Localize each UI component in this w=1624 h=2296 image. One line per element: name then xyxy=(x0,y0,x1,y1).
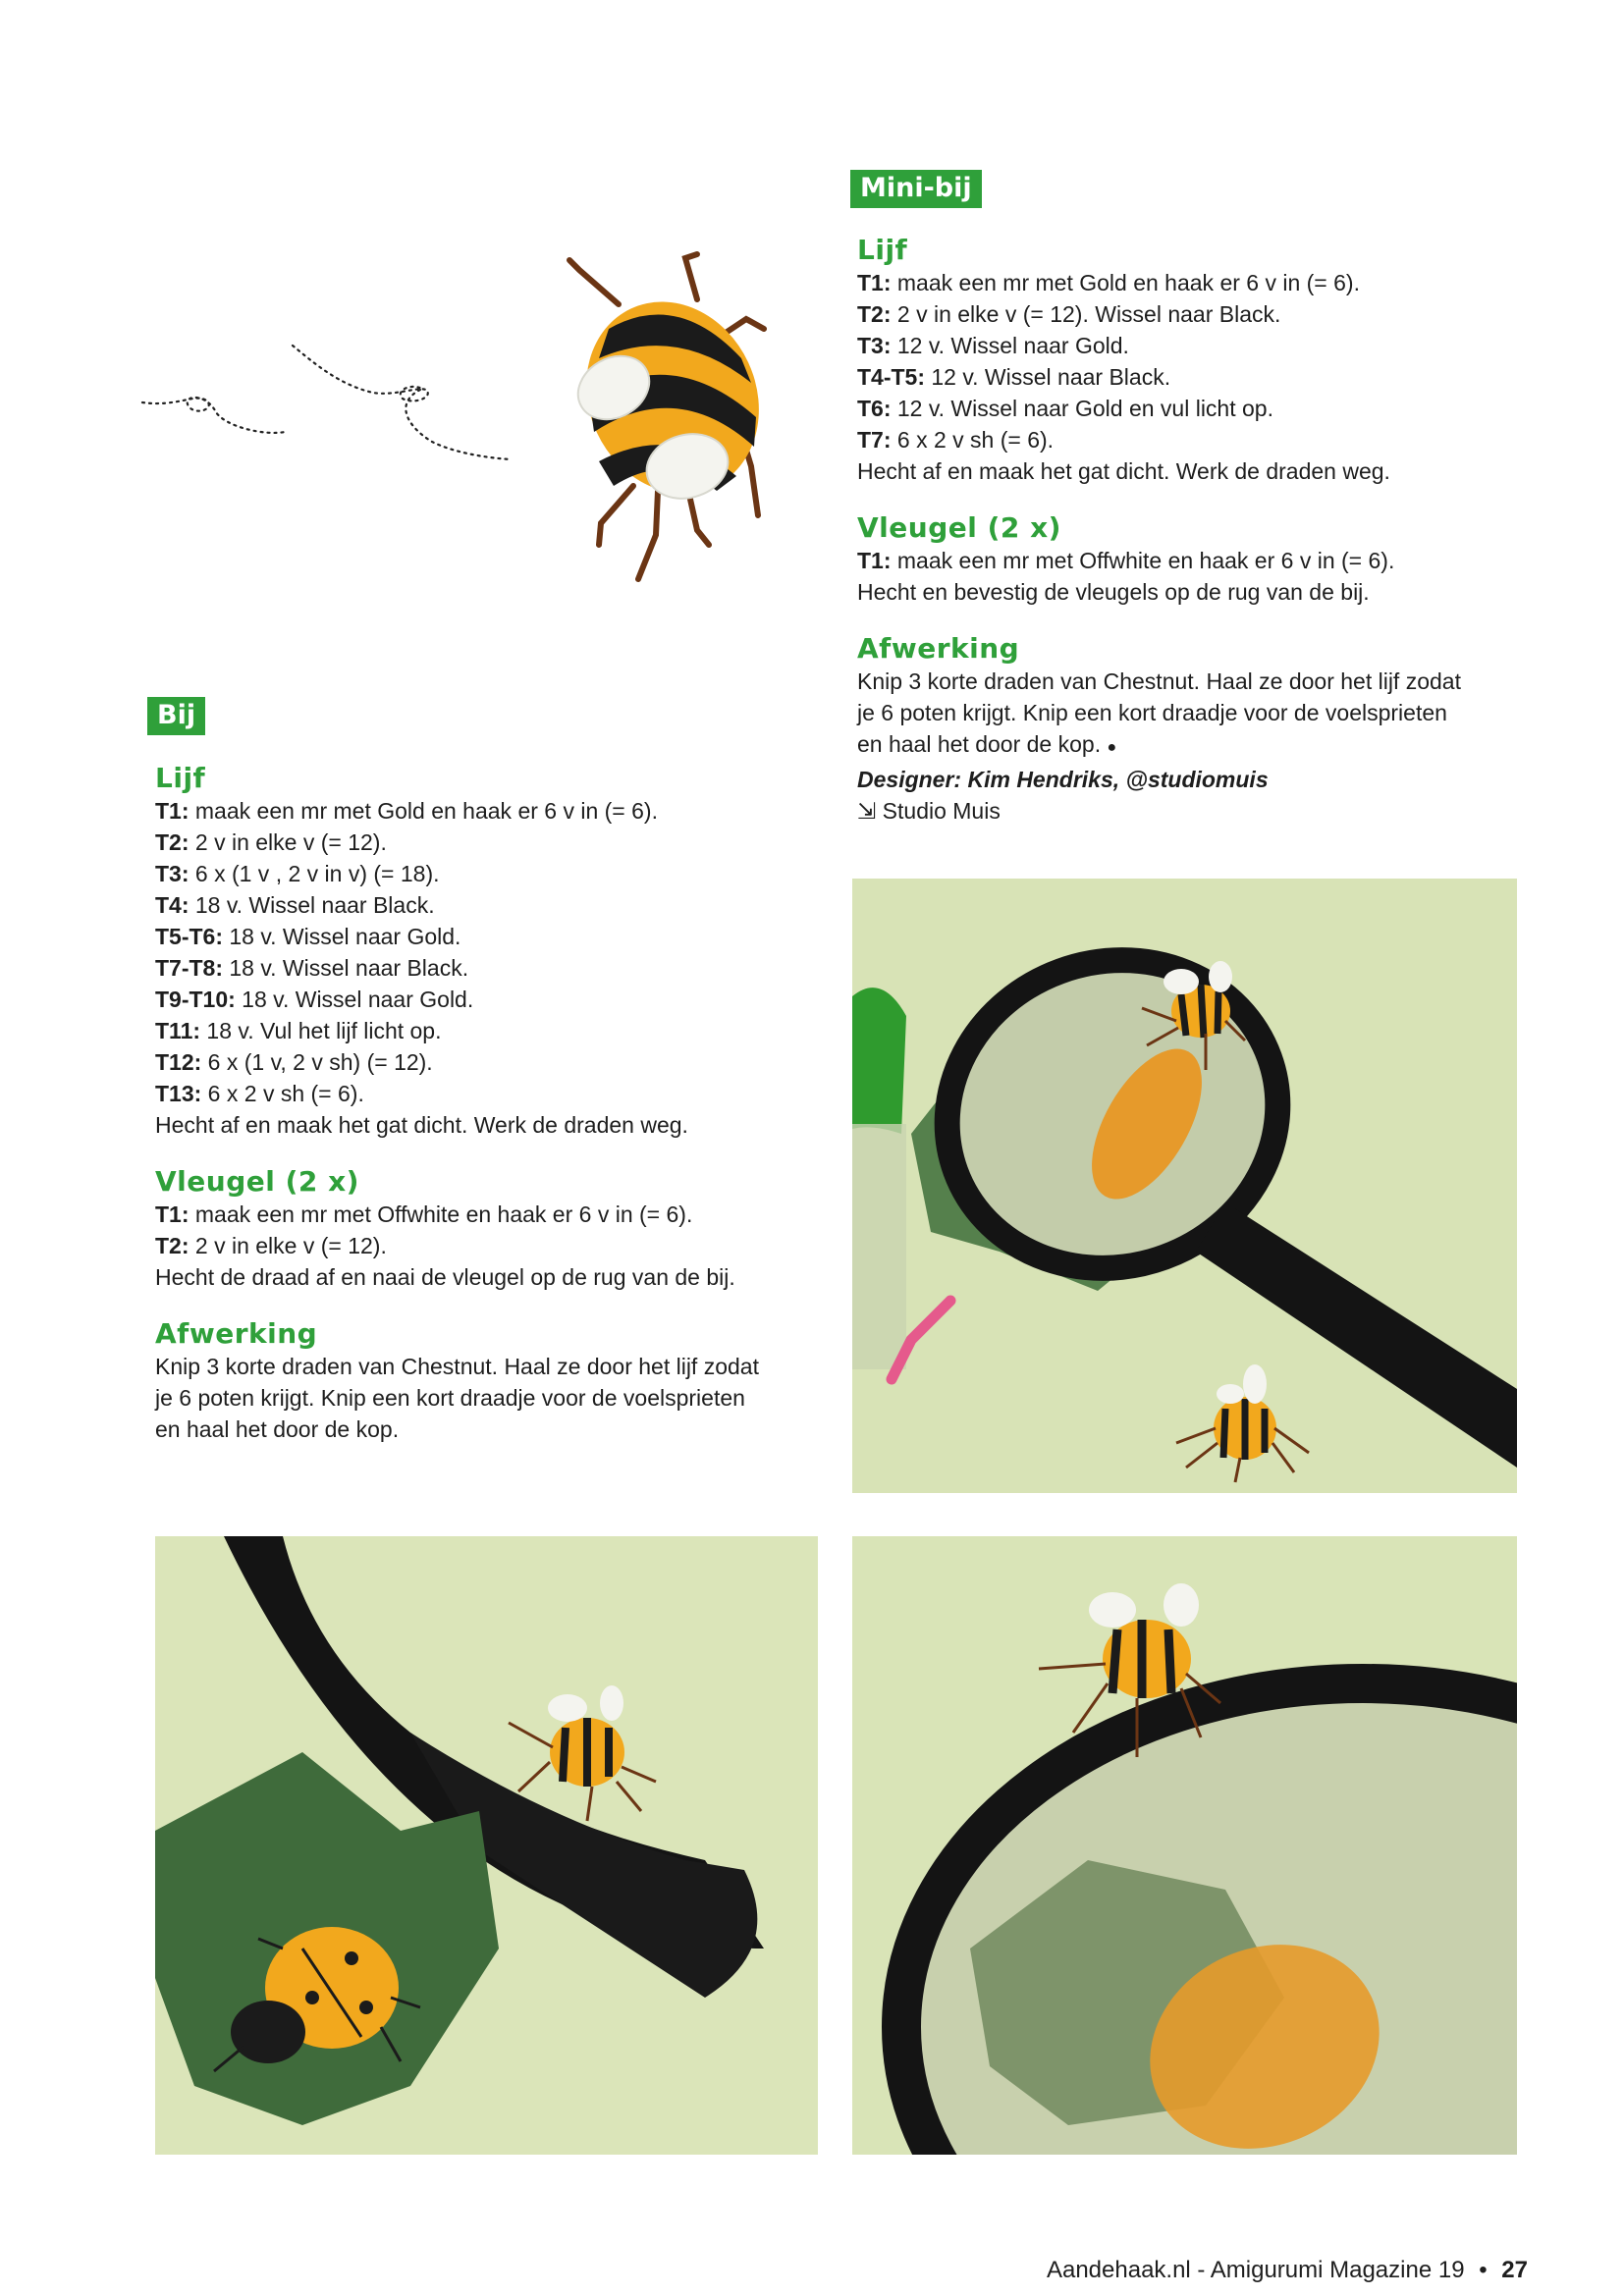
afwerking-line: Knip 3 korte draden van Chestnut. Haal ze door het lijf zodat xyxy=(857,668,1461,694)
instruction-row: T4: 18 v. Wissel naar Black. xyxy=(155,892,435,918)
social-arrow-icon: ⇲ xyxy=(857,798,877,824)
jar-lid xyxy=(852,988,906,1134)
afwerking-line: je 6 poten krijgt. Knip een kort draadje voor de voelsprieten xyxy=(857,700,1447,725)
studio-credit: ⇲ Studio Muis xyxy=(857,798,1001,824)
instruction-closing: Hecht af en maak het gat dicht. Werk de draden weg. xyxy=(155,1112,688,1138)
mini-bij-afwerking-heading: Afwerking xyxy=(857,632,1020,665)
instruction-row: T1: maak een mr met Offwhite en haak er 6 v in (= 6). xyxy=(155,1201,693,1227)
section-tag-mini-bij: Mini-bij xyxy=(850,170,982,208)
instruction-row: T7-T8: 18 v. Wissel naar Black. xyxy=(155,955,469,981)
instruction-row: T5-T6: 18 v. Wissel naar Gold. xyxy=(155,924,461,949)
instruction-row: T1: maak een mr met Gold en haak er 6 v in (= 6). xyxy=(155,798,658,824)
bij-afwerking-heading: Afwerking xyxy=(155,1317,318,1350)
instruction-row: T2: 2 v in elke v (= 12). xyxy=(155,829,387,855)
instruction-row: T2: 2 v in elke v (= 12). xyxy=(155,1233,387,1258)
instruction-row: T13: 6 x 2 v sh (= 6). xyxy=(155,1081,364,1106)
footer-publication: Aandehaak.nl - Amigurumi Magazine 19 xyxy=(1046,2257,1465,2283)
bij-vleugel-heading: Vleugel (2 x) xyxy=(155,1165,359,1198)
footer-bullet: • xyxy=(1479,2257,1488,2283)
jar-glass xyxy=(852,1124,906,1369)
mini-bij-column xyxy=(857,234,1544,827)
instruction-row: T3: 6 x (1 v , 2 v in v) (= 18). xyxy=(155,861,440,886)
instruction-row: T2: 2 v in elke v (= 12). Wissel naar Black. xyxy=(857,301,1281,327)
bij-column xyxy=(155,762,833,1445)
instruction-row: T6: 12 v. Wissel naar Gold en vul licht op. xyxy=(857,396,1273,421)
afwerking-line: Knip 3 korte draden van Chestnut. Haal ze door het lijf zodat xyxy=(155,1354,759,1379)
page-footer xyxy=(1047,2256,1528,2285)
instruction-closing: Hecht af en maak het gat dicht. Werk de draden weg. xyxy=(857,458,1390,484)
flight-path-left xyxy=(142,398,285,433)
flight-path-illustration xyxy=(137,334,520,481)
instruction-row: T3: 12 v. Wissel naar Gold. xyxy=(857,333,1129,358)
instruction-row: T11: 18 v. Vul het lijf licht op. xyxy=(155,1018,442,1043)
page-number: 27 xyxy=(1501,2257,1528,2283)
photo-bee-on-magnifier-closeup xyxy=(852,1536,1517,2155)
photo-magnifier-with-bees xyxy=(852,879,1517,1493)
mini-bij-vleugel-heading: Vleugel (2 x) xyxy=(857,511,1061,544)
instruction-row: T9-T10: 18 v. Wissel naar Gold. xyxy=(155,987,474,1012)
afwerking-line: en haal het door de kop. xyxy=(155,1416,400,1442)
instruction-row: T1: maak een mr met Gold en haak er 6 v in (= 6). xyxy=(857,270,1360,295)
afwerking-line: je 6 poten krijgt. Knip een kort draadje voor de voelsprieten xyxy=(155,1385,745,1411)
photo-bee-and-ladybug xyxy=(155,1536,818,2155)
instruction-row: T7: 6 x 2 v sh (= 6). xyxy=(857,427,1055,453)
flight-path-right xyxy=(293,346,511,459)
mini-bij-lijf-heading: Lijf xyxy=(857,234,908,266)
mini-bij-lijf-rows xyxy=(857,267,1544,487)
bij-lijf-heading: Lijf xyxy=(155,762,206,794)
designer-credit: Designer: Kim Hendriks, @studiomuis xyxy=(857,767,1269,792)
crochet-bee-illustration xyxy=(540,250,785,584)
instruction-row: T4-T5: 12 v. Wissel naar Black. xyxy=(857,364,1171,390)
instruction-row: T12: 6 x (1 v, 2 v sh) (= 12). xyxy=(155,1049,433,1075)
instruction-closing: Hecht en bevestig de vleugels op de rug van de bij. xyxy=(857,579,1370,605)
afwerking-line: en haal het door de kop. ● xyxy=(857,731,1117,757)
end-mark-icon: ● xyxy=(1107,739,1117,756)
instruction-closing: Hecht de draad af en naai de vleugel op de rug van de bij. xyxy=(155,1264,735,1290)
instruction-row: T1: maak een mr met Offwhite en haak er 6 v in (= 6). xyxy=(857,548,1395,573)
section-tag-bij: Bij xyxy=(147,697,205,735)
